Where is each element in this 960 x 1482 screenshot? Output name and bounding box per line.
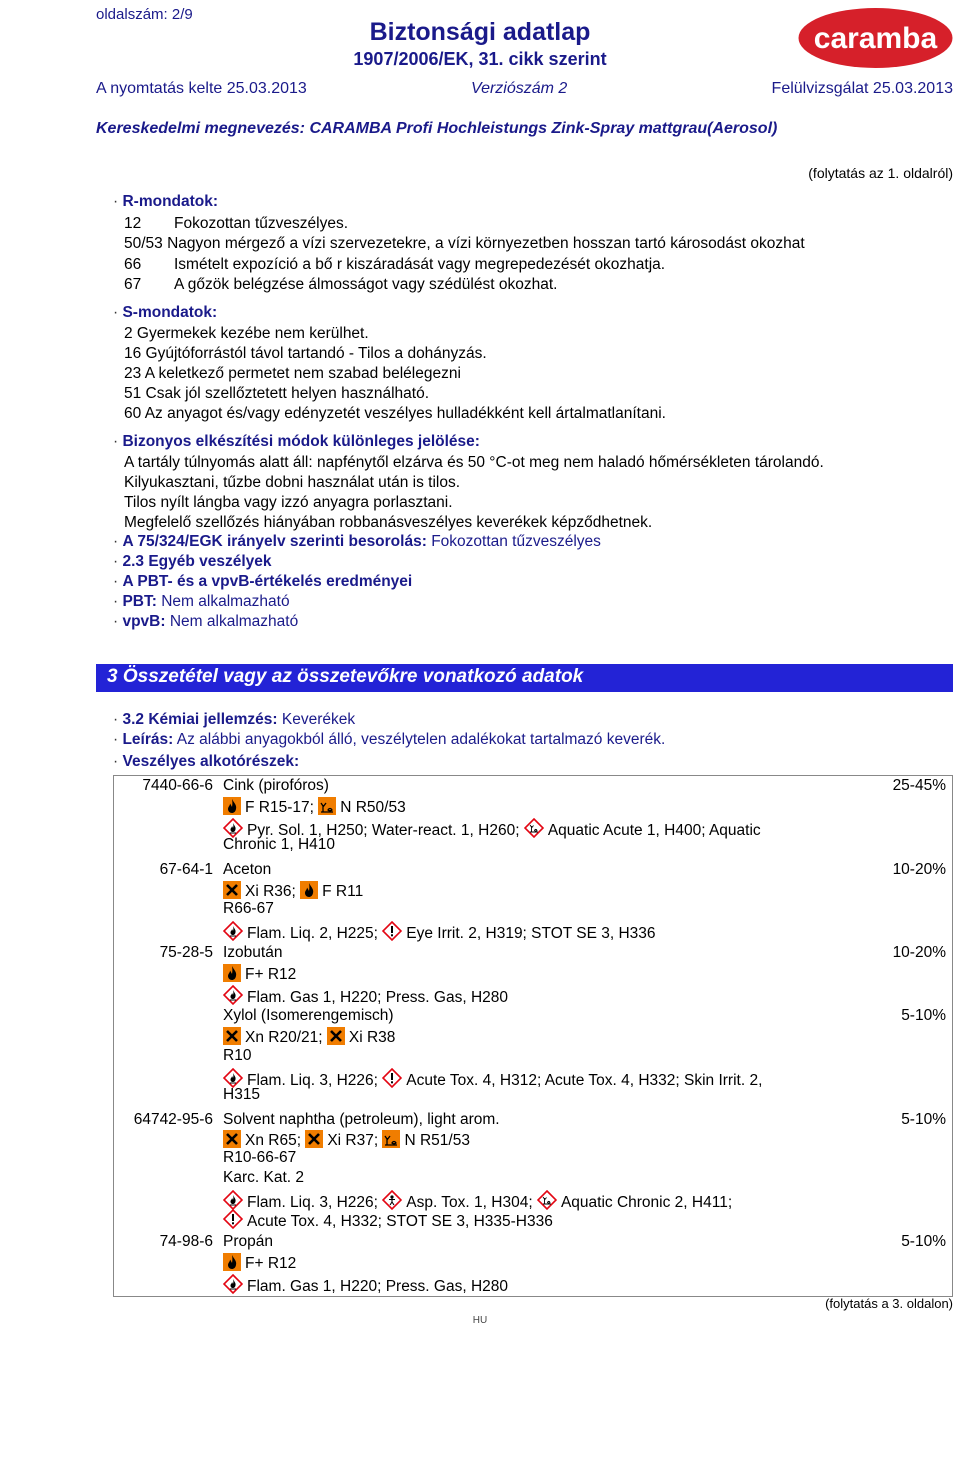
logo-text: caramba bbox=[813, 22, 938, 55]
component-percent: 5-10% bbox=[901, 1111, 946, 1128]
clp-classification: Flam. Gas 1, H220; Press. Gas, H280 bbox=[223, 985, 508, 1007]
cross-symbol-icon bbox=[223, 1130, 241, 1148]
dsd-classification: F R15-17; N R50/53 bbox=[223, 797, 406, 817]
ghs-environment-icon bbox=[524, 818, 544, 838]
pbt-line: · PBT: Nem alkalmazható bbox=[113, 593, 290, 610]
ghs-flame-icon bbox=[223, 921, 243, 941]
dsd-classification: Xn R65; Xi R37; N R51/53 bbox=[223, 1130, 470, 1150]
r-phrase-item: 50/53 Nagyon mérgező a vízi szervezetekre, a vízi környezetben hosszan tartó károsodást okozhat bbox=[124, 235, 805, 252]
flame-symbol-icon bbox=[223, 964, 241, 982]
ghs-flame-icon bbox=[223, 1190, 243, 1210]
component-name: Izobután bbox=[223, 944, 283, 961]
trade-name: Kereskedelmi megnevezés: CARAMBA Profi Hochleistungs Zink-Spray mattgrau(Aerosol) bbox=[96, 120, 778, 137]
special-labelling-line: Megfelelő szellőzés hiányában robbanásveszélyes keverékek képződhetnek. bbox=[124, 514, 653, 531]
ghs-flame-icon bbox=[223, 985, 243, 1005]
other-hazards-heading: · 2.3 Egyéb veszélyek bbox=[113, 553, 272, 570]
cross-symbol-icon bbox=[327, 1027, 345, 1045]
special-labelling-line: A tartály túlnyomás alatt áll: napfénytől elzárva és 50 °C-ot meg nem haladó hőmérsékleten tárolandó. bbox=[124, 454, 824, 471]
component-name: Xylol (Isomerengemisch) bbox=[223, 1007, 394, 1024]
caramba-logo bbox=[797, 6, 954, 70]
ghs-flame-icon bbox=[223, 1068, 243, 1088]
ghs-health-hazard-icon bbox=[382, 1190, 402, 1210]
clp-classification: Flam. Liq. 3, H226; Acute Tox. 4, H312; Acute Tox. 4, H332; Skin Irrit. 2, bbox=[223, 1068, 762, 1090]
component-percent: 25-45% bbox=[892, 777, 946, 794]
page-number: oldalszám: 2/9 bbox=[96, 6, 193, 23]
special-labelling-heading: · Bizonyos elkészítési módok különleges jelölése: bbox=[113, 433, 480, 450]
revision-date: Felülvizsgálat 25.03.2013 bbox=[771, 80, 953, 97]
dsd-classification: F+ R12 bbox=[223, 1253, 296, 1273]
cas-number: 7440-66-6 bbox=[142, 777, 213, 794]
hazardous-components-heading: · Veszélyes alkotórészek: bbox=[113, 753, 300, 770]
clp-classification: Flam. Liq. 2, H225; Eye Irrit. 2, H319; STOT SE 3, H336 bbox=[223, 921, 656, 943]
s-phrase-item: 16 Gyújtóforrástól távol tartandó - Tilos a dohányzás. bbox=[124, 345, 487, 362]
carcinogen-category: Karc. Kat. 2 bbox=[223, 1169, 304, 1186]
language-code: HU bbox=[472, 1315, 488, 1326]
dsd-classification: Xi R36; F R11 bbox=[223, 881, 363, 901]
environment-symbol-icon bbox=[382, 1130, 400, 1148]
cas-number: 74-98-6 bbox=[159, 1233, 213, 1250]
special-labelling-line: Tilos nyílt lángba vagy izzó anyagra porlasztani. bbox=[124, 494, 453, 511]
component-percent: 5-10% bbox=[901, 1233, 946, 1250]
risk-phrases: R10 bbox=[223, 1047, 252, 1064]
pbt-results-heading: · A PBT- és a vpvB-értékelés eredményei bbox=[113, 573, 413, 590]
cross-symbol-icon bbox=[223, 881, 241, 899]
flame-symbol-icon bbox=[223, 797, 241, 815]
component-name: Cink (pirofóros) bbox=[223, 777, 329, 794]
clp-classification: Flam. Gas 1, H220; Press. Gas, H280 bbox=[223, 1274, 508, 1296]
r-phrase-item: 12 Fokozottan tűzveszélyes. bbox=[124, 215, 349, 232]
ghs-environment-icon bbox=[537, 1190, 557, 1210]
ghs-flame-icon bbox=[223, 1274, 243, 1294]
clp-classification-cont: H315 bbox=[223, 1086, 261, 1103]
section-3-title: 3 Összetétel vagy az összetevőkre vonatkozó adatok bbox=[107, 666, 584, 687]
cross-symbol-icon bbox=[305, 1130, 323, 1148]
cas-number: 64742-95-6 bbox=[133, 1111, 213, 1128]
s-phrase-item: 23 A keletkező permetet nem szabad belélegezni bbox=[124, 365, 461, 382]
r-phrase-item: 66 Ismételt expozíció a bő r kiszáradását vagy megrepedezését okozhatja. bbox=[124, 256, 666, 273]
description-line: · Leírás: Az alábbi anyagokból álló, veszélytelen adalékokat tartalmazó keverék. bbox=[113, 731, 666, 748]
continued-from-note: (folytatás az 1. oldalról) bbox=[808, 165, 953, 181]
clp-classification-cont: Chronic 1, H410 bbox=[223, 836, 336, 853]
clp-classification-cont: Acute Tox. 4, H332; STOT SE 3, H335-H336 bbox=[223, 1209, 553, 1231]
flame-symbol-icon bbox=[300, 881, 318, 899]
clp-classification: Pyr. Sol. 1, H250; Water-react. 1, H260; Aquatic Acute 1, H400; Aquatic bbox=[223, 818, 761, 840]
clp-classification: Flam. Liq. 3, H226; Asp. Tox. 1, H304; Aquatic Chronic 2, H411; bbox=[223, 1190, 732, 1212]
risk-phrases: R10-66-67 bbox=[223, 1149, 297, 1166]
special-labelling-line: Kilyukasztani, tűzbe dobni használat után is tilos. bbox=[124, 474, 461, 491]
ghs-exclamation-icon bbox=[223, 1209, 243, 1229]
s-phrase-item: 51 Csak jól szellőztetett helyen használható. bbox=[124, 385, 430, 402]
vpvb-line: · vpvB: Nem alkalmazható bbox=[113, 613, 299, 630]
ghs-exclamation-icon bbox=[382, 1068, 402, 1088]
chem-characterization: · 3.2 Kémiai jellemzés: Keverékek bbox=[113, 711, 356, 728]
dsd-classification: Xn R20/21; Xi R38 bbox=[223, 1027, 395, 1047]
classification-75: · A 75/324/EGK irányelv szerinti besorolás: Fokozottan tűzveszélyes bbox=[113, 533, 601, 550]
risk-phrases: R66-67 bbox=[223, 900, 274, 917]
r-phrase-item: 67 A gőzök belégzése álmosságot vagy szédülést okozhat. bbox=[124, 276, 558, 293]
cross-symbol-icon bbox=[223, 1027, 241, 1045]
cas-number: 67-64-1 bbox=[159, 861, 213, 878]
s-phrase-item: 2 Gyermekek kezébe nem kerülhet. bbox=[124, 325, 369, 342]
ghs-flame-icon bbox=[223, 818, 243, 838]
component-name: Propán bbox=[223, 1233, 273, 1250]
component-percent: 10-20% bbox=[892, 861, 946, 878]
document-subtitle: 1907/2006/EK, 31. cikk szerint bbox=[353, 49, 607, 69]
component-percent: 5-10% bbox=[901, 1007, 946, 1024]
component-name: Aceton bbox=[223, 861, 272, 878]
flame-symbol-icon bbox=[223, 1253, 241, 1271]
ghs-exclamation-icon bbox=[382, 921, 402, 941]
s-phrase-item: 60 Az anyagot és/vagy edényzetét veszélyes hulladékként kell ártalmatlanítani. bbox=[124, 405, 666, 422]
environment-symbol-icon bbox=[318, 797, 336, 815]
cas-number: 75-28-5 bbox=[159, 944, 213, 961]
dsd-classification: F+ R12 bbox=[223, 964, 296, 984]
print-date: A nyomtatás kelte 25.03.2013 bbox=[96, 80, 307, 97]
continued-to-note: (folytatás a 3. oldalon) bbox=[825, 1296, 953, 1311]
component-percent: 10-20% bbox=[892, 944, 946, 961]
version-number: Verziószám 2 bbox=[471, 80, 568, 97]
component-name: Solvent naphtha (petroleum), light arom. bbox=[223, 1111, 500, 1128]
r-phrases-heading: · R-mondatok: bbox=[113, 193, 219, 210]
s-phrases-heading: · S-mondatok: bbox=[113, 304, 218, 321]
document-title: Biztonsági adatlap bbox=[369, 18, 591, 46]
